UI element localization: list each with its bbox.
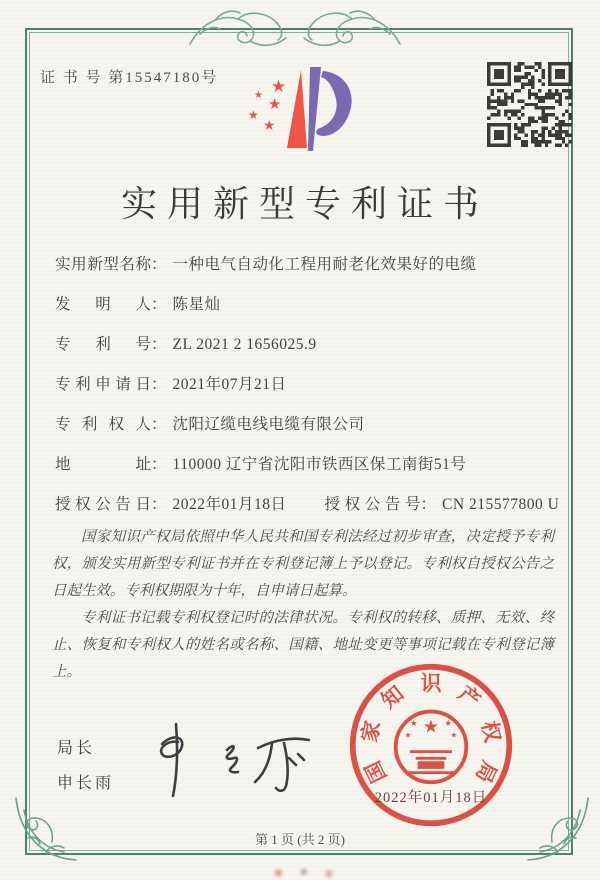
field-label: 发明人 [55, 296, 151, 313]
field-row-filing-date [55, 372, 564, 396]
svg-text:★: ★ [422, 716, 440, 737]
svg-text:★: ★ [450, 730, 458, 740]
certificate-title: 实用新型专利证书 [120, 184, 489, 224]
field-label: 授权公告号 [324, 496, 421, 513]
colon [151, 496, 167, 513]
svg-text:权: 权 [476, 718, 505, 745]
logo-purple-bowl [316, 71, 351, 136]
grant-number-value: CN 215577800 U [442, 496, 560, 513]
svg-text:家: 家 [357, 718, 386, 745]
legal-paragraph-1: 国家知识产权局依照中华人民共和国专利法经过初步审查，决定授予专利权，颁发实用新型专利证书并在专利登记簿上予以登记。专利权自授权公告之日起生效。专利权期限为十年，自申请日起算。 [52, 529, 554, 599]
director-title: 局长 [57, 740, 96, 757]
colon [151, 256, 167, 273]
director-name: 申长雨 [57, 775, 115, 792]
field-label: 专利号 [55, 336, 151, 353]
star-icon: ★ [254, 90, 263, 101]
colon [151, 336, 167, 353]
svg-text:局: 局 [470, 757, 502, 787]
cnipa-logo [232, 58, 362, 162]
svg-text:★: ★ [409, 717, 418, 728]
signoff-block [57, 735, 114, 805]
field-label: 专利申请日 [55, 376, 151, 393]
seal-date: 2022年01月18日 [374, 790, 488, 806]
star-icon: ★ [248, 108, 259, 122]
svg-text:国: 国 [360, 757, 392, 787]
grant-date-value: 2022年01月18日 [172, 496, 287, 513]
logo-purple-stem [308, 67, 321, 151]
field-row-grant [55, 492, 564, 516]
colon [151, 296, 167, 313]
svg-text:知: 知 [376, 681, 409, 713]
shen-changyu-signature-icon [132, 710, 317, 810]
colon [151, 456, 167, 473]
qr-code [487, 62, 572, 147]
national-emblem [396, 712, 467, 783]
logo-red-wedge [287, 70, 307, 148]
field-label: 实用新型名称 [55, 256, 151, 273]
svg-text:★: ★ [444, 717, 453, 728]
field-value: ZL 2021 2 1656025.9 [172, 336, 317, 353]
field-value: 沈阳辽缆电线电缆有限公司 [172, 416, 365, 433]
field-row-address [55, 452, 564, 476]
next-page-seal-ghost [266, 867, 350, 879]
svg-text:识: 识 [420, 671, 442, 696]
colon [421, 496, 437, 513]
colon [151, 416, 167, 433]
field-value: 一种电气自动化工程用耐老化效果好的电缆 [172, 256, 477, 273]
field-label: 专利权人 [55, 416, 151, 433]
certificate-number: 证 书 号 第15547180号 [40, 70, 219, 86]
certificate-fields [55, 252, 564, 532]
field-label: 授权公告日 [55, 496, 151, 513]
legal-paragraph-2: 专利证书记载专利权登记时的法律状况。专利权的转移、质押、无效、终止、恢复和专利权人的姓名或名称、国籍、地址变更等事项记载在专利登记簿上。 [52, 610, 554, 680]
field-row-patent-number [55, 332, 564, 356]
svg-text:产: 产 [453, 681, 486, 713]
star-icon: ★ [263, 119, 276, 134]
colon [151, 376, 167, 393]
page-footer: 第 1 页 (共 2 页) [255, 832, 345, 847]
field-label: 地址 [55, 456, 151, 473]
star-icon: ★ [271, 77, 287, 96]
field-value: 陈星灿 [172, 296, 221, 313]
field-value: 110000 辽宁省沈阳市铁西区保工南街51号 [172, 456, 467, 473]
field-row-utility-name [55, 252, 564, 276]
field-value: 2021年07月21日 [172, 376, 287, 393]
star-icon: ★ [268, 97, 282, 113]
svg-text:★: ★ [404, 730, 412, 740]
field-row-patentee [55, 412, 564, 436]
field-row-inventor [55, 292, 564, 316]
